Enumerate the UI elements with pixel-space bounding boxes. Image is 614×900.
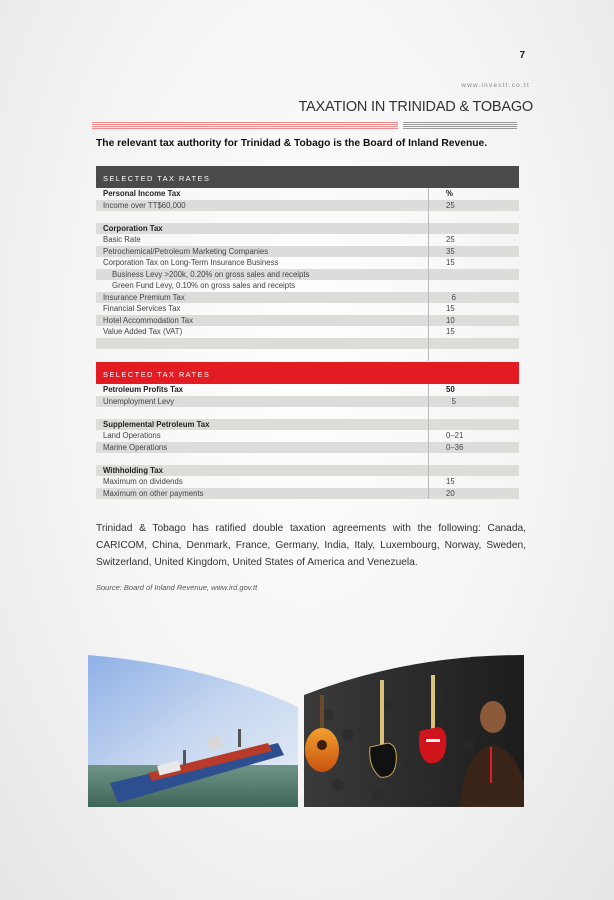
- tax-rates-table-2: [96, 362, 519, 499]
- row-value: [428, 223, 519, 235]
- row-value: 50: [428, 384, 519, 396]
- table-row: [96, 349, 519, 361]
- row-label: Withholding Tax: [103, 465, 163, 475]
- table-row: [96, 338, 519, 350]
- page-number: 7: [519, 50, 525, 61]
- page-title: TAXATION IN TRINIDAD & TOBAGO: [298, 99, 533, 115]
- row-value: 0–36: [428, 442, 519, 454]
- table-row: [96, 384, 519, 396]
- row-label: [96, 211, 428, 223]
- table-row: [96, 200, 519, 212]
- row-value: 25: [428, 234, 519, 246]
- row-label: Maximum on dividends: [103, 477, 183, 486]
- table-row: [96, 488, 519, 500]
- table-row: [96, 257, 519, 269]
- row-label: Supplemental Petroleum Tax: [103, 419, 210, 429]
- table-row: [96, 419, 519, 431]
- decorative-red-stripe: [92, 122, 398, 130]
- table-row: [96, 453, 519, 465]
- row-label: Financial Services Tax: [103, 304, 181, 313]
- row-value: 15: [428, 326, 519, 338]
- row-value: 20: [428, 488, 519, 500]
- row-value: 15: [428, 257, 519, 269]
- tax-rates-table-1: [96, 166, 519, 361]
- table-row: [96, 280, 519, 292]
- row-label: Hotel Accommodation Tax: [103, 315, 193, 325]
- row-label: Corporation Tax: [103, 223, 163, 233]
- row-value: 10: [428, 315, 519, 327]
- row-value: 25: [428, 200, 519, 212]
- row-value: [428, 211, 519, 223]
- intro-text: The relevant tax authority for Trinidad & Tobago is the Board of Inland Revenue.: [96, 138, 488, 149]
- table-row: [96, 223, 519, 235]
- row-label: Basic Rate: [103, 235, 141, 244]
- table-2-header: SELECTED TAX RATES: [96, 362, 519, 384]
- table-row: [96, 315, 519, 327]
- row-label: Corporation Tax on Long-Term Insurance Business: [103, 258, 279, 267]
- row-value: 15: [428, 476, 519, 488]
- row-value: [428, 465, 519, 477]
- row-value: [428, 407, 519, 419]
- row-label: [96, 338, 428, 350]
- row-value: 35: [428, 246, 519, 258]
- row-label: Land Operations: [103, 431, 161, 440]
- row-value: 15: [428, 303, 519, 315]
- row-label: Marine Operations: [103, 442, 168, 452]
- table-row: [96, 269, 519, 281]
- row-value: [428, 453, 519, 465]
- cargo-ship-photo: [88, 655, 298, 807]
- table-row: [96, 442, 519, 454]
- row-label: Petrochemical/Petroleum Marketing Companies: [103, 246, 269, 256]
- row-value: [428, 349, 519, 361]
- row-value: [428, 338, 519, 350]
- row-label: [96, 453, 428, 465]
- row-label: Income over TT$60,000: [103, 200, 186, 210]
- row-label: Value Added Tax (VAT): [103, 327, 183, 336]
- row-label: [96, 349, 428, 361]
- photo-collage: [88, 655, 524, 807]
- row-value: [428, 419, 519, 431]
- table-row: [96, 430, 519, 442]
- table-row: [96, 188, 519, 200]
- row-value: [428, 280, 519, 292]
- table-row: [96, 326, 519, 338]
- row-value: [428, 269, 519, 281]
- decorative-grey-stripe: [403, 122, 517, 130]
- website-url: www.investt.co.tt: [461, 82, 530, 89]
- row-label: Petroleum Profits Tax: [103, 385, 184, 394]
- table-row: [96, 465, 519, 477]
- row-label: [96, 407, 428, 419]
- table-row: [96, 234, 519, 246]
- table-row: [96, 211, 519, 223]
- row-label: Unemployment Levy: [103, 396, 175, 406]
- row-value: 6: [428, 292, 519, 304]
- guitars-musician-photo: [304, 655, 524, 807]
- table-1-header: SELECTED TAX RATES: [96, 166, 519, 188]
- table-row: [96, 246, 519, 258]
- row-label: Personal Income Tax: [103, 189, 181, 198]
- row-value: 0–21: [428, 430, 519, 442]
- table-row: [96, 303, 519, 315]
- source-citation: Source: Board of Inland Revenue, www.ird.gov.tt: [96, 583, 258, 592]
- table-row: [96, 476, 519, 488]
- row-label: Business Levy >200k, 0.20% on gross sales and receipts: [112, 269, 310, 279]
- row-label: Green Fund Levy, 0.10% on gross sales and receipts: [112, 281, 296, 290]
- double-taxation-paragraph: Trinidad & Tobago has ratified double taxation agreements with the following: Canada, CARICOM, China, Denmark, France, Germany, India, Italy, Luxembourg, Norway, Sweden, Switzerland, United Kingdom, United States of America and Venezuela.: [96, 523, 526, 568]
- row-value: %: [428, 188, 519, 200]
- table-row: [96, 407, 519, 419]
- row-label: Insurance Premium Tax: [103, 292, 185, 302]
- table-row: [96, 292, 519, 304]
- row-label: Maximum on other payments: [103, 488, 204, 498]
- row-value: 5: [428, 396, 519, 408]
- table-row: [96, 396, 519, 408]
